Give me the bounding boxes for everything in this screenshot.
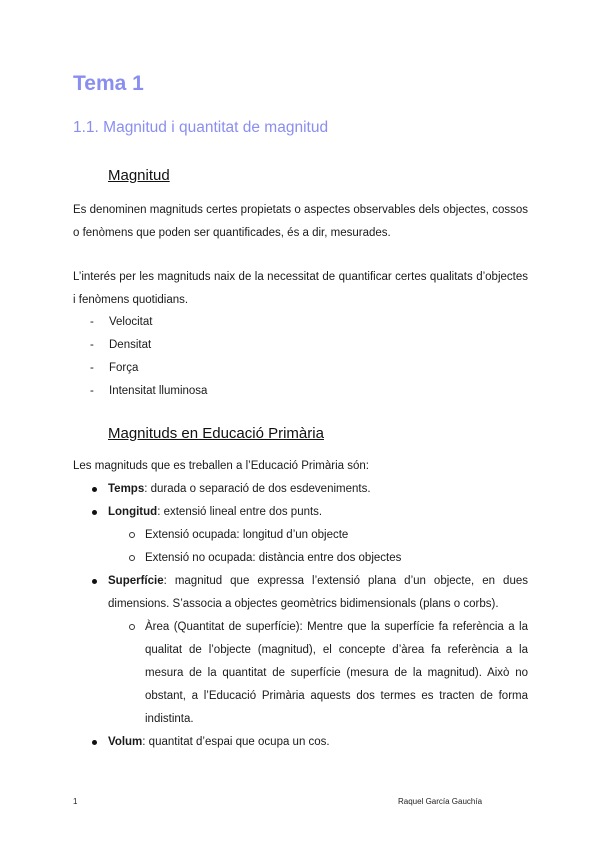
circle-bullet-icon xyxy=(129,555,135,561)
dash-marker: - xyxy=(90,339,94,351)
sub-list-item: Extensió ocupada: longitud d’un objecte xyxy=(145,524,528,547)
list-item: - Intensitat lluminosa xyxy=(109,380,207,403)
heading-magnitud: Magnitud xyxy=(108,167,170,184)
list-item: - Velocitat xyxy=(109,311,207,334)
list-item-superficie: Superfície: magnitud que expressa l’extensió plana d’un objecte, en dues dimensions. S’associa a objectes geomètrics bidimensionals (plans o corbs). Àrea (Quantitat de superfície): Mentre que la superfície fa referència a la qualitat de l’objecte (magnitud), el concepte d’àrea fa referència a la mesura de la quantitat de superfície (mesura de la magnitud). Això no obstant, a l’Educació Primària aquests dos termes es tracten de forma indistinta. xyxy=(108,570,528,731)
list-item-longitud: Longitud: extensió lineal entre dos punts. Extensió ocupada: longitud d’un objecte Extensió no ocupada: distància entre dos objectes xyxy=(108,501,528,570)
primary-magnitudes-list xyxy=(108,478,528,754)
circle-bullet-icon xyxy=(129,624,135,630)
superficie-sublist xyxy=(145,616,528,731)
list-item-volum: Volum: quantitat d’espai que ocupa un cos. xyxy=(108,731,528,754)
dash-marker: - xyxy=(90,362,94,374)
list-item: - Densitat xyxy=(109,334,207,357)
bullet-icon xyxy=(92,740,97,745)
magnitude-examples-list xyxy=(90,311,208,403)
sub-list-item: Àrea (Quantitat de superfície): Mentre que la superfície fa referència a la qualitat de l’objecte (magnitud), el concepte d’àrea fa referència a la mesura de la quantitat de superfície (mesura de la magnitud). Això no obstant, a l’Educació Primària aquests dos termes es tracten de forma indistinta. xyxy=(145,616,528,731)
footer-author: Raquel García Gauchía xyxy=(398,797,483,806)
circle-bullet-icon xyxy=(129,532,135,538)
bullet-icon xyxy=(92,510,97,515)
section-subtitle: 1.1. Magnitud i quantitat de magnitud xyxy=(73,119,329,136)
sub-list-item: Extensió no ocupada: distància entre dos objectes xyxy=(145,547,528,570)
list-item: - Força xyxy=(109,357,207,380)
dash-marker: - xyxy=(90,385,94,397)
page-number: 1 xyxy=(73,797,78,806)
list-item-temps: Temps: durada o separació de dos esdeveniments. xyxy=(108,478,528,501)
heading-primary-magnitudes: Magnituds en Educació Primària xyxy=(108,425,324,442)
bullet-icon xyxy=(92,579,97,584)
bullet-icon xyxy=(92,487,97,492)
paragraph-interest: L’interés per les magnituds naix de la necessitat de quantificar certes qualitats d’objectes i fenòmens quotidians. xyxy=(73,271,528,306)
longitud-sublist xyxy=(145,524,528,570)
paragraph-definition: Es denominen magnituds certes propietats o aspectes observables dels objectes, cossos o fenòmens que poden ser quantificades, és a dir, mesurades. xyxy=(73,204,528,239)
paragraph-intro: Les magnituds que es treballen a l’Educació Primària són: xyxy=(73,460,369,472)
page-title: Tema 1 xyxy=(73,72,144,95)
dash-marker: - xyxy=(90,316,94,328)
